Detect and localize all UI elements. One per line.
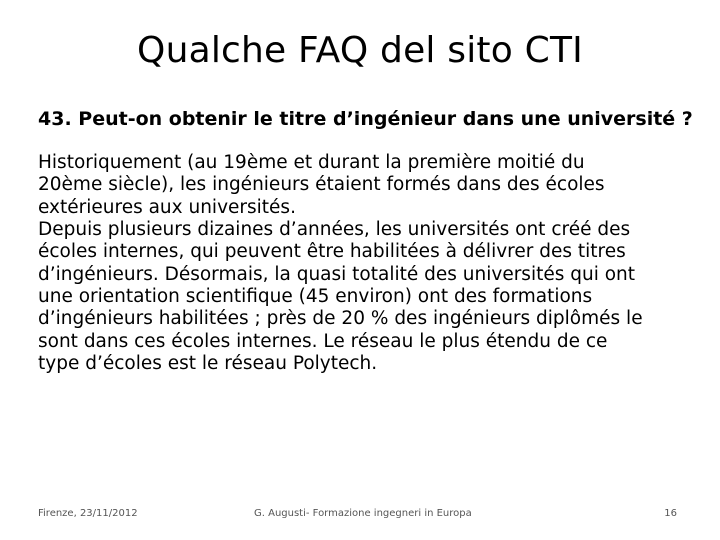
answer-line: extérieures aux universités. bbox=[38, 196, 296, 218]
answer-line: sont dans ces écoles internes. Le réseau le plus étendu de ce bbox=[38, 330, 608, 352]
answer-line: d’ingénieurs. Désormais, la quasi totalité des universités qui ont bbox=[38, 263, 636, 285]
footer-page-number: 16 bbox=[664, 508, 677, 519]
answer-paragraph-2 bbox=[38, 219, 696, 376]
slide-title: Qualche FAQ del sito CTI bbox=[137, 30, 583, 71]
answer-paragraph-1 bbox=[38, 152, 696, 219]
answer-line: 20ème siècle), les ingénieurs étaient formés dans des écoles bbox=[38, 174, 605, 196]
answer-line: Historiquement (au 19ème et durant la première moitié du bbox=[38, 151, 585, 173]
footer-author: G. Augusti- Formazione ingegneri in Europa bbox=[254, 508, 472, 519]
answer-line: une orientation scientifique (45 environ) ont des formations bbox=[38, 286, 593, 308]
answer-line: Depuis plusieurs dizaines d’années, les universités ont créé des bbox=[38, 218, 631, 240]
footer-date: Firenze, 23/11/2012 bbox=[38, 508, 138, 519]
faq-question: 43. Peut-on obtenir le titre d’ingénieur dans une université ? bbox=[38, 108, 693, 130]
answer-line: écoles internes, qui peuvent être habilitées à délivrer des titres bbox=[38, 241, 626, 263]
answer-line: d’ingénieurs habilitées ; près de 20 % des ingénieurs diplômés le bbox=[38, 308, 643, 330]
answer-line: type d’écoles est le réseau Polytech. bbox=[38, 353, 378, 375]
slide-content bbox=[38, 108, 696, 376]
